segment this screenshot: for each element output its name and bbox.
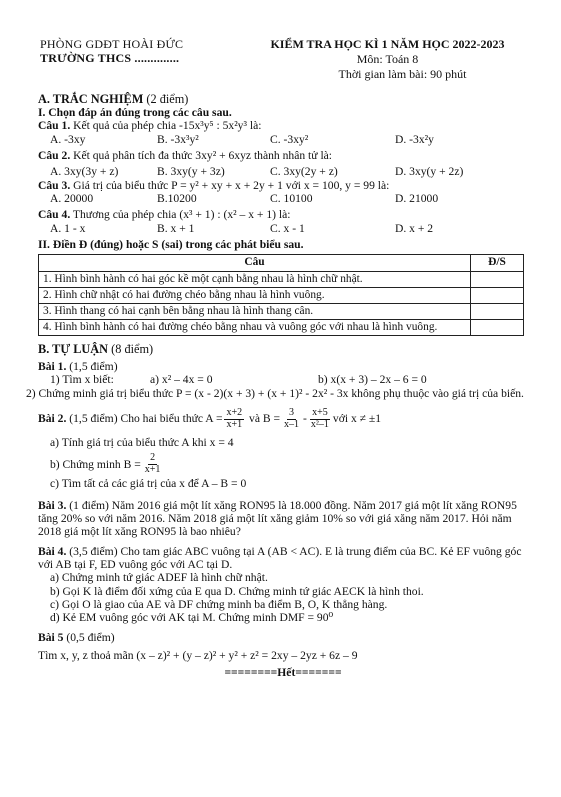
problem-2-part-a: a) Tính giá trị của biểu thức A khi x = 4 — [50, 436, 234, 450]
problem-1-part-1: 1) Tìm x biết: — [50, 373, 114, 387]
problem-label: Bài 1. — [38, 360, 67, 374]
question-label: Câu 2. — [38, 149, 71, 163]
question-label: Câu 4. — [38, 208, 71, 222]
fraction-numerator: 3 — [289, 407, 295, 419]
department-name: PHÒNG GDĐT HOÀI ĐỨC — [40, 37, 184, 51]
part-a-points: (2 điểm) — [146, 92, 189, 106]
problem-2: Bài 2. (1,5 điểm) Cho hai biểu thức A = $\frac{x+2}{x+1}$ và B = $\frac{3}{x-1}$ - $\frac{x+5}{\text{x²–1}}$ với x ≠ ±1 a) Tính giá trị của biểu thức A khi x = 4 b) Chứng minh B = $\frac{2}{x+1}$ c) Tìm tất cả các giá trị của x để A – B = 0 — [38, 408, 528, 491]
exam-content — [26, 92, 528, 680]
option-d: D. 3xy(y + 2z) — [395, 165, 464, 179]
problem-1-part-1b: b) x(x + 3) – 2x – 6 = 0 — [318, 373, 427, 387]
problem-4-part-a: a) Chứng minh tứ giác ADEF là hình chữ nhật. — [50, 571, 268, 585]
fraction-denominator: x+1 — [144, 463, 161, 475]
problem-1 — [26, 360, 528, 400]
problem-label: Bài 4. — [38, 544, 67, 558]
part-a-title: A. TRẮC NGHIỆM — [38, 92, 144, 106]
option-a: A. -3xy — [50, 132, 86, 146]
problem-5 — [38, 631, 528, 663]
part-a-instruction-i: I. Chọn đáp án đúng trong các câu sau. — [38, 106, 232, 120]
fraction-b-result — [143, 453, 163, 475]
statement-cell: 1. Hình bình hành có hai góc kề một cạnh bằng nhau là hình chữ nhật. — [39, 271, 471, 287]
answer-cell[interactable] — [471, 319, 524, 335]
condition-text: với x ≠ ±1 — [332, 412, 382, 426]
fraction-numerator: x+2 — [226, 407, 243, 419]
problem-1-part-1a: a) x² – 4x = 0 — [150, 373, 213, 387]
and-text: và B = — [249, 412, 281, 426]
part-a-instruction-ii: II. Điền Đ (đúng) hoặc S (sai) trong các phát biểu sau. — [38, 238, 304, 252]
table-row — [39, 303, 524, 319]
option-c: C. 10100 — [270, 192, 313, 206]
option-d: D. 21000 — [395, 192, 439, 206]
question-text: Giá trị của biểu thức P = y² + xy + x + 2y + 1 với x = 100, y = 99 là: — [73, 178, 390, 192]
question-3 — [38, 179, 528, 206]
answer-cell[interactable] — [471, 303, 524, 319]
exam-title: KIỂM TRA HỌC KÌ 1 NĂM HỌC 2022-2023 — [270, 37, 505, 51]
fraction-a — [224, 408, 244, 430]
problem-3 — [38, 499, 528, 539]
column-header-statement: Câu — [39, 255, 471, 271]
problem-2-part-b — [38, 453, 528, 475]
part-b-heading — [38, 342, 528, 356]
option-a: A. 20000 — [50, 192, 94, 206]
problem-points: (0,5 điểm) — [66, 630, 115, 644]
option-b: B. 3xy(y + 3z) — [157, 165, 225, 179]
option-d: D. -3x²y — [395, 132, 434, 146]
option-b: B. -3x³y² — [157, 132, 199, 146]
problem-label: Bài 2. — [38, 412, 67, 426]
statement-cell: 2. Hình chữ nhật có hai đường chéo bằng nhau là hình vuông. — [39, 287, 471, 303]
problem-4-part-c: c) Gọi O là giao của AE và DF chứng minh ba điểm B, O, K thẳng hàng. — [50, 598, 388, 612]
problem-label: Bài 5 — [38, 630, 64, 644]
question-label: Câu 3. — [38, 178, 71, 192]
problem-points: (1,5 điểm) — [69, 360, 118, 374]
question-2 — [38, 149, 528, 179]
problem-4-part-d: d) Kẻ EM vuông góc với AK tại M. Chứng minh DMF = 90⁰ — [50, 611, 334, 625]
fraction-b1 — [282, 408, 301, 430]
true-false-table — [38, 254, 524, 336]
statement-cell: 4. Hình bình hành có hai đường chéo bằng nhau và vuông góc với nhau là hình vuông. — [39, 319, 471, 335]
fraction-numerator: x+5 — [312, 407, 328, 419]
question-text: Kết quả phân tích đa thức 3xy² + 6xyz thành nhân tử là: — [73, 149, 333, 163]
header-left — [40, 38, 240, 66]
problem-2-part-c: c) Tìm tất cả các giá trị của x để A – B = 0 — [50, 477, 247, 491]
question-1 — [38, 119, 528, 146]
part-a-heading — [38, 92, 528, 106]
fraction-numerator: 2 — [150, 452, 156, 464]
option-b: B.10200 — [157, 192, 197, 206]
fraction-denominator: x²–1 — [310, 418, 329, 430]
question-4 — [38, 208, 528, 235]
option-a: A. 1 - x — [50, 221, 86, 235]
exam-time: Thời gian làm bài: 90 phút — [338, 66, 467, 81]
statement-cell: 3. Hình thang có hai cạnh bên bằng nhau là hình thang cân. — [39, 303, 471, 319]
problem-2-part-b-text: b) Chứng minh B = — [50, 457, 141, 471]
school-name: TRƯỜNG THCS .............. — [40, 50, 180, 65]
option-c: C. x - 1 — [270, 221, 305, 235]
part-b-points: (8 điểm) — [111, 341, 154, 356]
fraction-denominator: x–1 — [284, 418, 300, 430]
problem-label: Bài 3. — [38, 498, 67, 512]
problem-1-part-2: 2) Chứng minh giá trị biểu thức P = (x - 2)(x + 3) + (x + 1)² - 2x² - 3x không phụ thuộc vào giá trị của biến. — [26, 386, 524, 400]
table-row — [39, 271, 524, 287]
table-row — [39, 319, 524, 335]
problem-text: (3,5 điểm) Cho tam giác ABC vuông tại A (AB < AC). E là trung điểm của BC. Kẻ EF vuông góc với AB tại F, ED vuông góc với AC tại D. — [38, 544, 522, 572]
question-label: Câu 1. — [38, 119, 71, 133]
part-b-title: B. TỰ LUẬN — [38, 341, 109, 356]
option-c: C. -3xy² — [270, 132, 309, 146]
problem-intro: (1,5 điểm) Cho hai biểu thức A = — [69, 412, 223, 426]
problem-4-part-b: b) Gọi K là điểm đối xứng của E qua D. Chứng minh tứ giác AECK là hình thoi. — [50, 584, 424, 598]
option-c: C. 3xy(2y + z) — [270, 165, 338, 179]
header-right — [245, 38, 530, 81]
question-text: Thương của phép chia (x³ + 1) : (x² – x + 1) là: — [72, 208, 291, 222]
option-d: D. x + 2 — [395, 221, 434, 235]
fraction-b2 — [309, 408, 331, 430]
problem-text: (1 điểm) Năm 2016 giá một lít xăng RON95 là 18.000 đồng. Năm 2017 giá một lít xăng RON95 tăng 20% so với năm 2016. Năm 2018 giá một lít xăng giảm 10% so với giá xăng năm 2017. Hỏi năm 2018 giá một lít xăng RON95 là bao nhiêu? — [38, 498, 517, 539]
question-text: Kết quả của phép chia -15x³y⁵ : 5x²y³ là: — [73, 119, 262, 133]
column-header-answer: Đ/S — [471, 255, 524, 271]
fraction-denominator: x+1 — [226, 418, 243, 430]
subject: Môn: Toán 8 — [356, 51, 419, 66]
problem-4 — [38, 545, 528, 625]
table-row — [39, 287, 524, 303]
answer-cell[interactable] — [471, 287, 524, 303]
problem-5-text: Tìm x, y, z thoả mãn (x – z)² + (y – z)² + y² + z² = 2xy – 2yz + 6z – 9 — [38, 649, 358, 663]
option-b: B. x + 1 — [157, 221, 195, 235]
end-marker: ========Hết======= — [224, 666, 342, 680]
answer-cell[interactable] — [471, 271, 524, 287]
option-a: A. 3xy(3y + z) — [50, 165, 119, 179]
